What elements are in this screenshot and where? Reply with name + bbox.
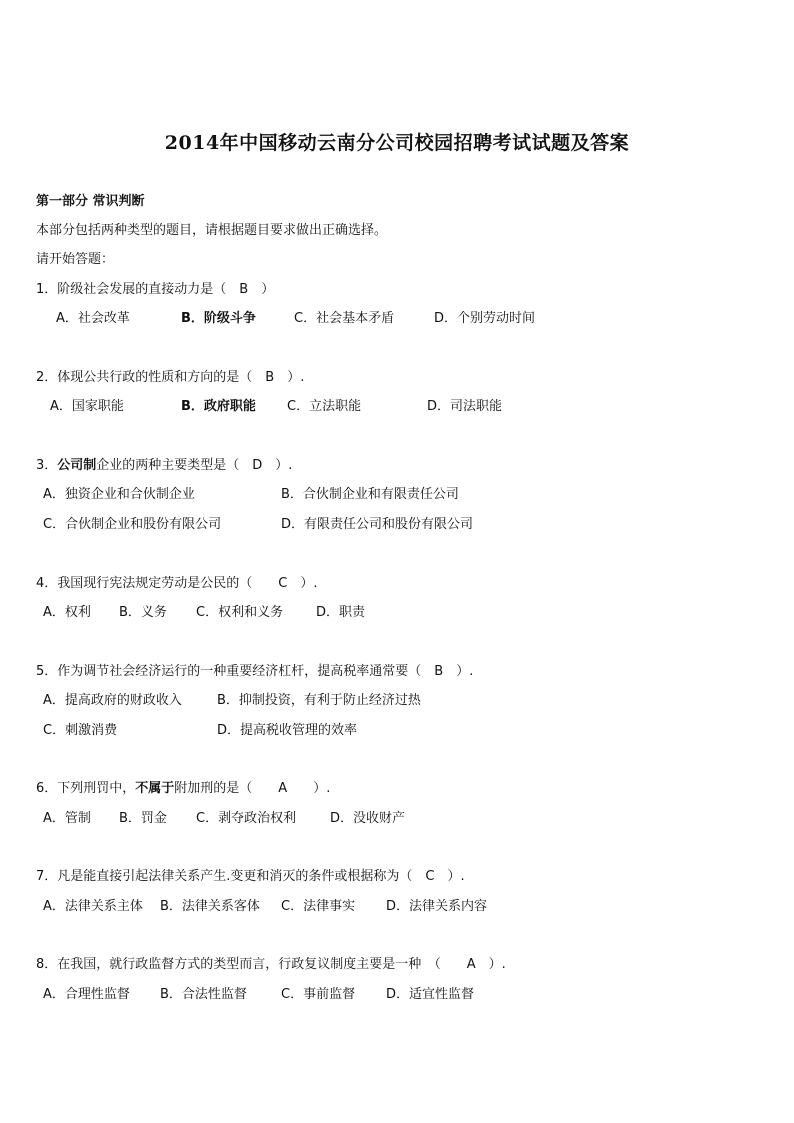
question-4 bbox=[36, 575, 317, 593]
option-c-answer: C．法律事实 bbox=[281, 899, 356, 914]
option-c: C．合伙制企业和股份有限公司 bbox=[43, 517, 222, 532]
question-text: 2．体现公共行政的性质和方向的是（ B ）. bbox=[36, 370, 305, 385]
section-title: 第一部分 常识判断 bbox=[36, 194, 145, 209]
option-a: A．提高政府的财政收入 bbox=[43, 693, 182, 708]
instructions: 本部分包括两种类型的题目，请根据题目要求做出正确选择。 bbox=[36, 223, 388, 238]
question-2 bbox=[36, 369, 304, 387]
question-emphasis: 不属于 bbox=[135, 781, 175, 796]
question-text: 1．阶级社会发展的直接动力是（ B ） bbox=[36, 282, 275, 297]
option-b: B．罚金 bbox=[119, 811, 167, 826]
option-a: A．独资企业和合伙制企业 bbox=[43, 487, 195, 502]
question-1 bbox=[36, 281, 274, 299]
question-text-rest: 附加刑的是（ A ）. bbox=[174, 781, 331, 796]
document-title: 2014年中国移动云南分公司校园招聘考试试题及答案 bbox=[164, 132, 630, 154]
option-d: D．法律关系内容 bbox=[386, 899, 488, 914]
option-c: C．事前监督 bbox=[281, 987, 356, 1002]
option-d: D．适宜性监督 bbox=[386, 987, 475, 1002]
option-b-answer: B．政府职能 bbox=[181, 399, 256, 414]
option-c: C．社会基本矛盾 bbox=[294, 311, 395, 326]
question-text: 3． bbox=[36, 458, 58, 473]
start-prompt: 请开始答题： bbox=[36, 252, 115, 267]
option-a: A．社会改革 bbox=[56, 311, 130, 326]
question-text: 6．下列刑罚中， bbox=[36, 781, 136, 796]
option-b: B．合法性监督 bbox=[160, 987, 247, 1002]
option-b: B．合伙制企业和有限责任公司 bbox=[281, 487, 459, 502]
option-d: D．职责 bbox=[316, 605, 366, 620]
question-8 bbox=[36, 956, 506, 974]
option-a: A．国家职能 bbox=[50, 399, 124, 414]
question-text: 4．我国现行宪法规定劳动是公民的（ C ）. bbox=[36, 576, 318, 591]
option-b: B．法律关系客体 bbox=[160, 899, 260, 914]
option-d: D．司法职能 bbox=[427, 399, 503, 414]
option-a: A．权利 bbox=[43, 605, 91, 620]
option-c: C．立法职能 bbox=[287, 399, 362, 414]
option-d: D．提高税收管理的效率 bbox=[217, 723, 358, 738]
question-emphasis: 公司制 bbox=[57, 458, 97, 473]
option-c: C．刺激消费 bbox=[43, 723, 118, 738]
option-d: D．个别劳动时间 bbox=[434, 311, 536, 326]
option-a-answer: A．合理性监督 bbox=[43, 987, 130, 1002]
option-c: C．剥夺政治权利 bbox=[196, 811, 297, 826]
option-d: D．没收财产 bbox=[330, 811, 406, 826]
question-5 bbox=[36, 663, 473, 681]
option-c-answer: C．权利和义务 bbox=[196, 605, 284, 620]
option-b-answer: B．抑制投资，有利于防止经济过热 bbox=[217, 693, 421, 708]
question-3 bbox=[36, 457, 292, 475]
option-d-answer: D．有限责任公司和股份有限公司 bbox=[281, 517, 474, 532]
option-b: B．义务 bbox=[119, 605, 167, 620]
option-a: A．法律关系主体 bbox=[43, 899, 143, 914]
question-text: 7．凡是能直接引起法律关系产生.变更和消灭的条件或根据称为（ C ）. bbox=[36, 869, 465, 884]
question-7 bbox=[36, 868, 465, 886]
question-text-rest: 企业的两种主要类型是（ D ）. bbox=[96, 458, 293, 473]
question-text: 5．作为调节社会经济运行的一种重要经济杠杆，提高税率通常要（ B ）. bbox=[36, 664, 474, 679]
option-a-answer: A．管制 bbox=[43, 811, 91, 826]
question-6 bbox=[36, 780, 330, 798]
question-text: 8．在我国，就行政监督方式的类型而言，行政复议制度主要是一种 （ A ）. bbox=[36, 957, 506, 972]
option-b-answer: B．阶级斗争 bbox=[181, 311, 256, 326]
